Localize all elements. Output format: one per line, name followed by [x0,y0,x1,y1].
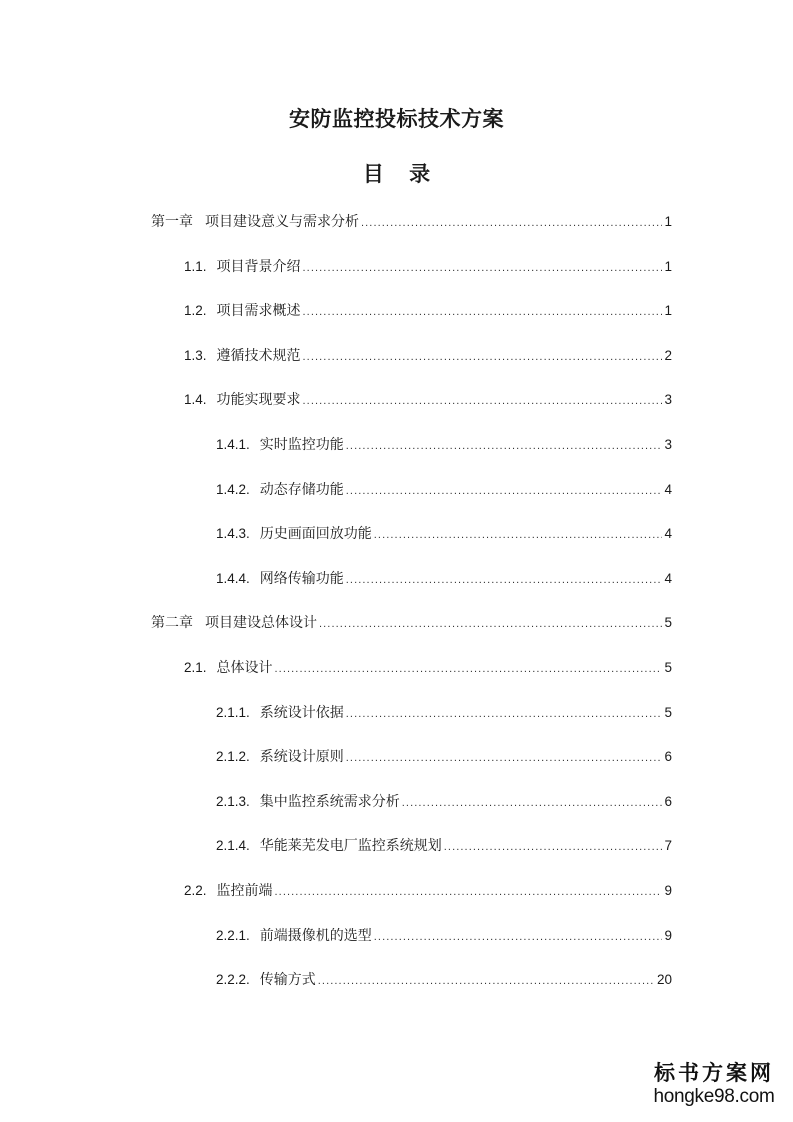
toc-entry-number: 1.3. [184,348,207,363]
toc-entry-page: 1 [664,214,672,229]
toc-entry-number: 2.1.2. [216,749,250,764]
toc-heading: 目 录 [362,161,431,186]
toc-leader-dots [319,614,662,634]
toc-entry-page: 3 [664,392,672,407]
toc-entry-number: 2.2.1. [216,928,250,943]
toc-entry-title: 项目建设意义与需求分析 [205,214,359,230]
toc-entry[interactable] [216,524,672,544]
toc-entry-number: 1.4.2. [216,482,250,497]
toc-entry-page: 1 [664,303,672,318]
toc-entry-number: 2.1.3. [216,794,250,809]
toc-entry[interactable] [216,703,672,723]
toc-entry-number: 1.4.3. [216,526,250,541]
toc-leader-dots [303,391,662,411]
toc-entry[interactable] [184,301,672,321]
toc-entry-number: 第一章 [151,214,193,230]
toc-entry-number: 1.4.1. [216,437,250,452]
toc-entry[interactable] [216,435,672,455]
toc-leader-dots [346,436,662,456]
toc-entry-number: 2.1. [184,660,207,675]
toc-entry[interactable] [184,390,672,410]
toc-leader-dots [318,971,655,991]
toc-entry-title: 传输方式 [259,972,316,988]
toc-entry-page: 3 [664,437,672,452]
toc-entry[interactable] [216,569,672,589]
toc-leader-dots [374,525,662,545]
toc-entry-number: 1.2. [184,303,207,318]
toc-entry-number: 1.1. [184,259,207,274]
toc-leader-dots [303,302,662,322]
toc-entry-title: 动态存储功能 [259,482,344,498]
toc-leader-dots [275,882,662,902]
toc-entry-page: 6 [664,749,672,764]
toc-entry-page: 7 [664,838,672,853]
toc-entry-number: 2.2.2. [216,972,250,987]
toc-entry-title: 前端摄像机的选型 [259,928,372,944]
toc-leader-dots [444,837,662,857]
toc-entry-title: 系统设计原则 [259,749,344,765]
toc-leader-dots [303,347,662,367]
toc-entry-number: 第二章 [151,615,193,631]
toc-leader-dots [275,659,662,679]
toc-entry[interactable] [216,970,672,990]
toc-leader-dots [402,793,662,813]
watermark-url: hongke98.com [653,1086,775,1107]
toc-entry-title: 网络传输功能 [259,571,344,587]
toc-entry-title: 华能莱芜发电厂监控系统规划 [259,838,442,854]
toc-entry-page: 5 [664,615,672,630]
toc-entry[interactable] [216,792,672,812]
toc-entry[interactable] [216,926,672,946]
toc-entry-title: 历史画面回放功能 [259,526,372,542]
toc-entry-page: 6 [664,794,672,809]
toc-entry-page: 5 [664,705,672,720]
toc-entry-title: 遵循技术规范 [216,348,301,364]
toc-entry[interactable] [216,747,672,767]
toc-entry-number: 1.4. [184,392,207,407]
toc-entry-title: 监控前端 [216,883,273,899]
toc-entry-number: 2.1.4. [216,838,250,853]
watermark-brand: 标书方案网 [654,1060,774,1085]
toc-entry-page: 2 [664,348,672,363]
toc-leader-dots [361,213,662,233]
toc-entry[interactable] [216,480,672,500]
toc-entry-page: 4 [664,482,672,497]
toc-entry-title: 系统设计依据 [259,705,344,721]
toc-entry[interactable] [151,613,672,633]
toc-entry-page: 9 [664,883,672,898]
toc-entry[interactable] [184,346,672,366]
toc-entry-number: 2.2. [184,883,207,898]
toc-entry-page: 4 [664,526,672,541]
toc-entry-title: 功能实现要求 [216,392,301,408]
toc-entry[interactable] [151,212,672,232]
toc-entry-title: 集中监控系统需求分析 [259,794,400,810]
document-title: 安防监控投标技术方案 [289,106,504,131]
watermark [649,1060,779,1108]
toc-entry[interactable] [184,658,672,678]
toc-entry[interactable] [184,257,672,277]
toc-leader-dots [346,481,662,501]
toc-entry-title: 实时监控功能 [259,437,344,453]
toc-entry-title: 总体设计 [216,660,273,676]
toc-entry-title: 项目背景介绍 [216,259,301,275]
toc-leader-dots [374,927,662,947]
toc-leader-dots [346,704,662,724]
toc-entry-page: 9 [664,928,672,943]
toc-entry-page: 5 [664,660,672,675]
toc-entry-title: 项目建设总体设计 [205,615,317,631]
toc-entry-number: 1.4.4. [216,571,250,586]
toc-entry[interactable] [184,881,672,901]
toc-entry-page: 1 [664,259,672,274]
toc-leader-dots [346,748,662,768]
toc-entry-page: 4 [664,571,672,586]
toc-entry-title: 项目需求概述 [216,303,301,319]
toc-entry-number: 2.1.1. [216,705,250,720]
toc-entry[interactable] [216,836,672,856]
toc-leader-dots [303,258,662,278]
toc-leader-dots [346,570,662,590]
toc-entry-page: 20 [656,972,672,987]
